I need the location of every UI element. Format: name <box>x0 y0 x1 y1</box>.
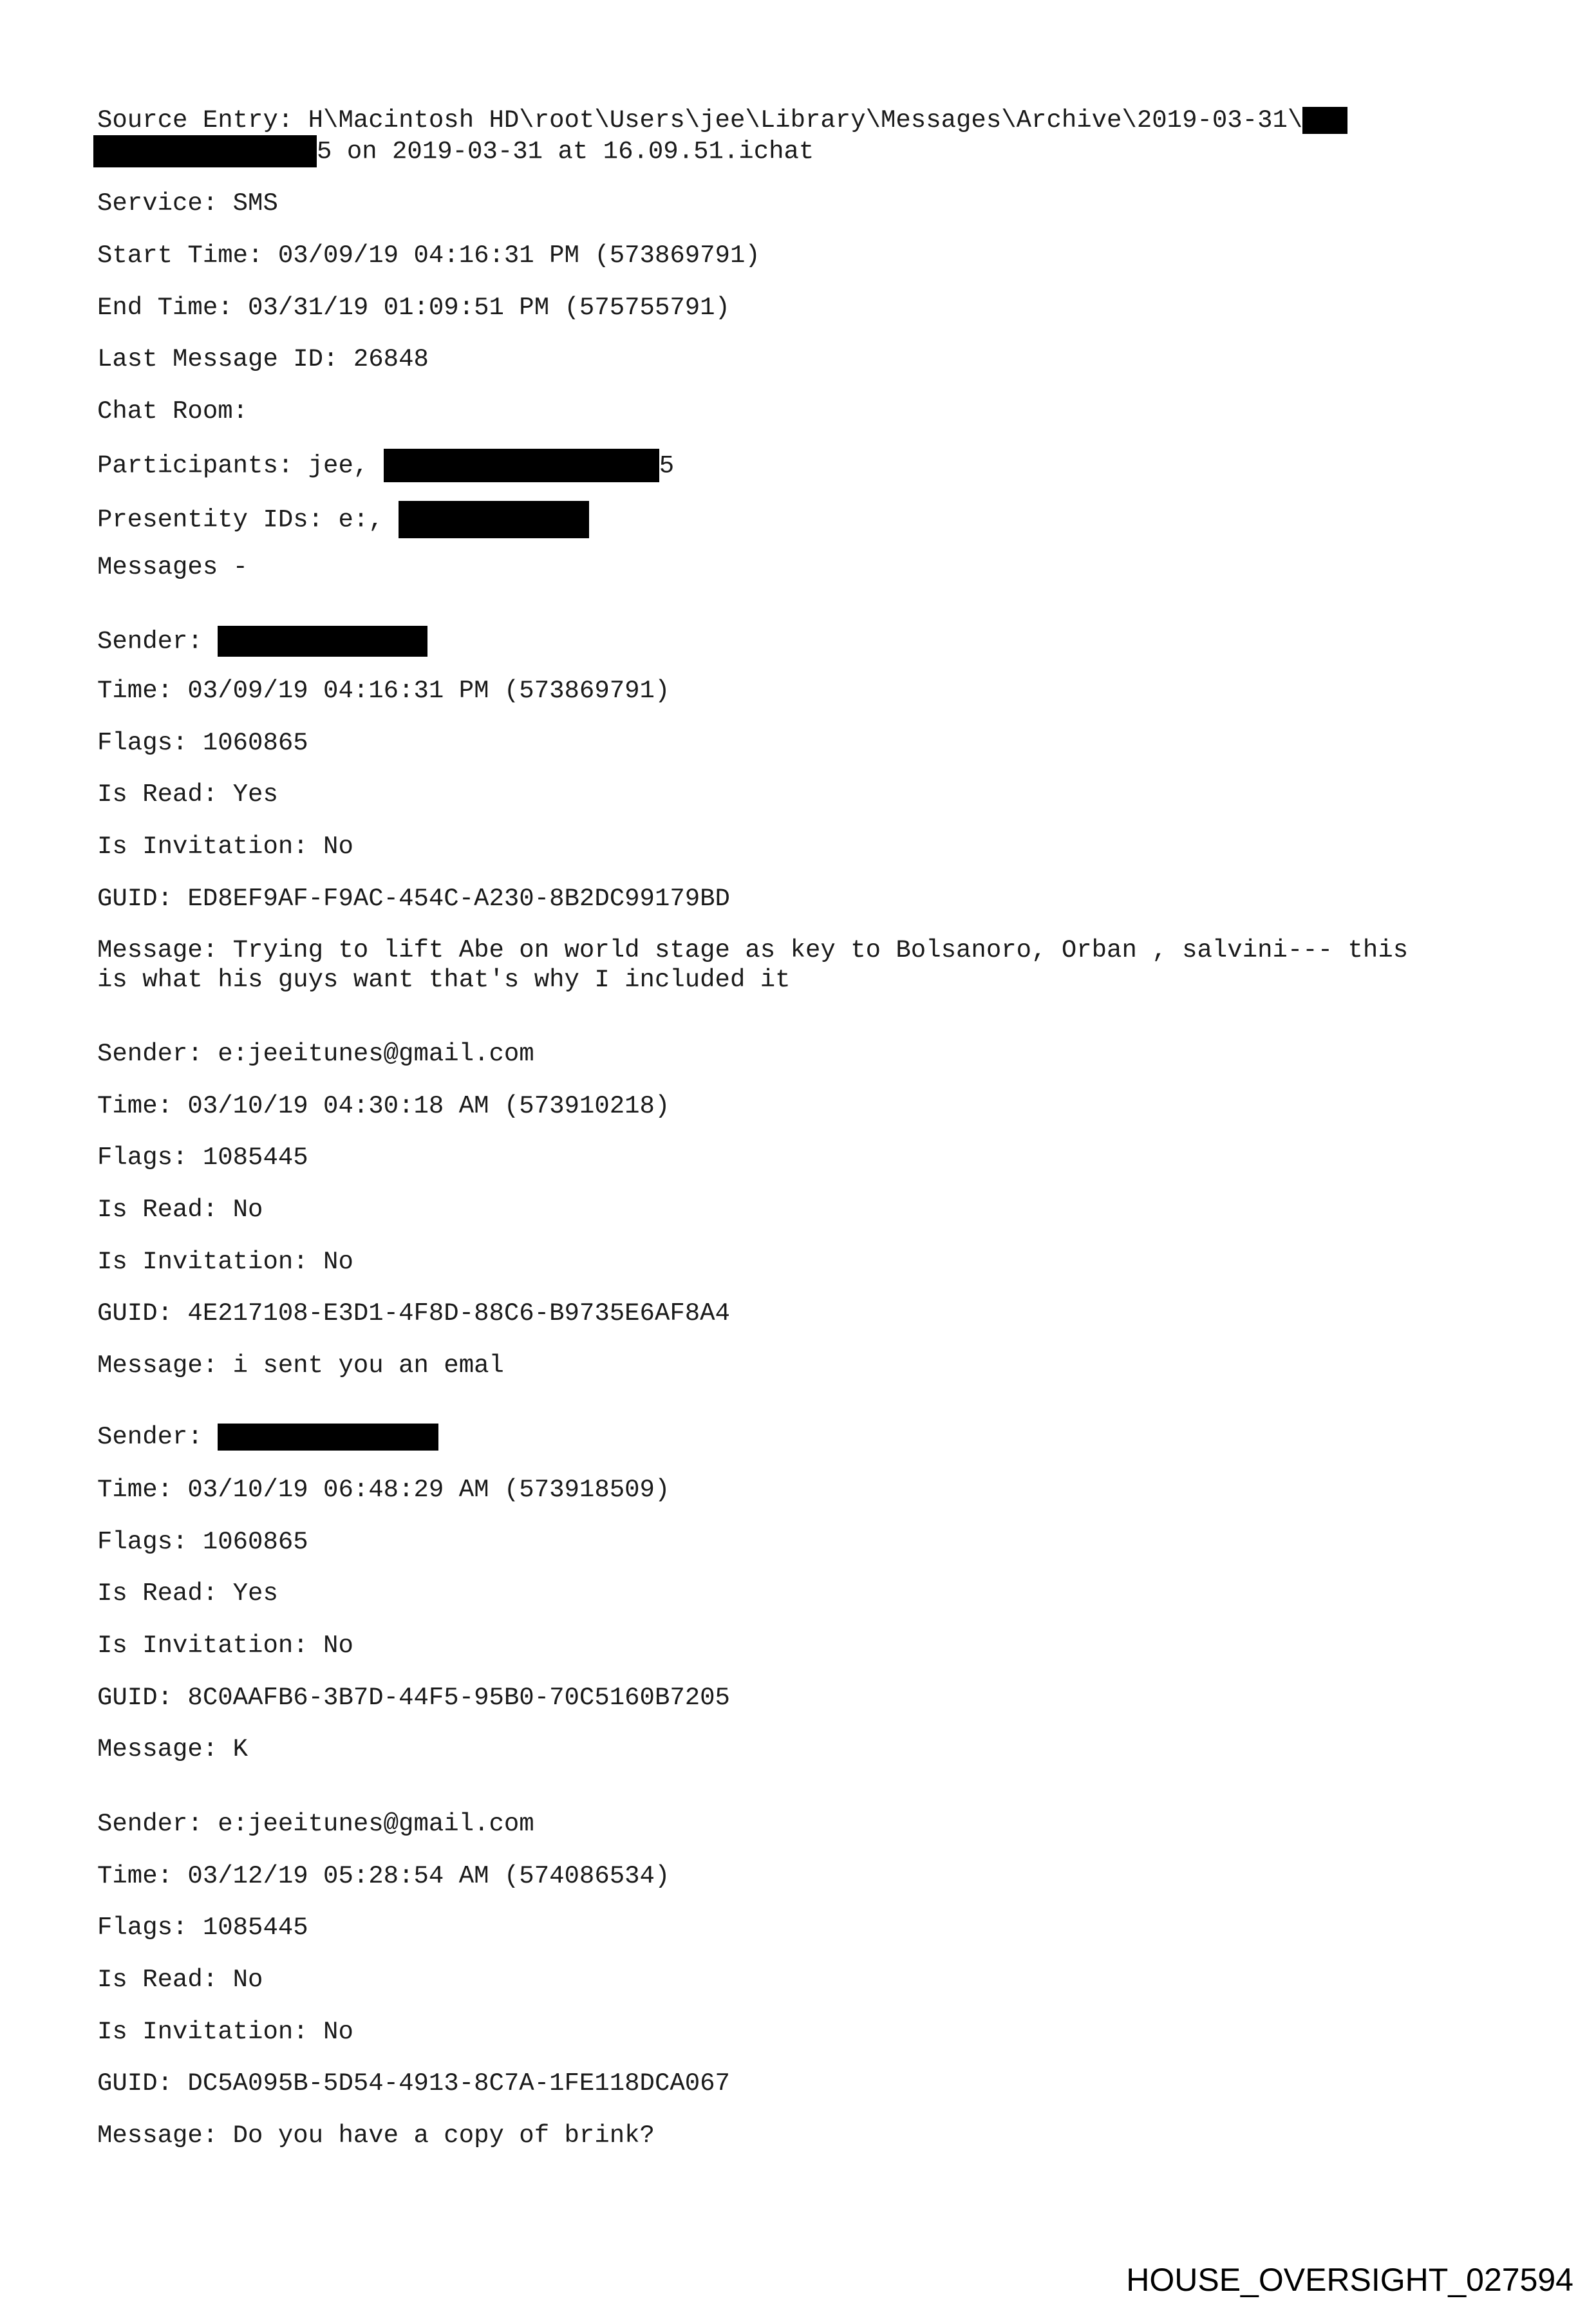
message-2-time: Time: 03/10/19 04:30:18 AM (573910218) <box>97 1092 670 1120</box>
message-2-guid: GUID: 4E217108-E3D1-4F8D-88C6-B9735E6AF8A4 <box>97 1299 730 1328</box>
message-3-is-invitation: Is Invitation: No <box>97 1631 353 1660</box>
sender-label: Sender: <box>97 627 203 656</box>
message-1-flags: Flags: 1060865 <box>97 729 308 757</box>
sender-label: Sender: <box>97 1810 203 1838</box>
message-3-text: Message: K <box>97 1735 249 1763</box>
redaction-block <box>399 501 589 538</box>
last-message-id-line: Last Message ID: 26848 <box>97 345 429 373</box>
bates-number: HOUSE_OVERSIGHT_027594 <box>1126 2262 1573 2298</box>
message-2-is-invitation: Is Invitation: No <box>97 1248 353 1276</box>
service-line: Service: SMS <box>97 189 278 218</box>
message-2-flags: Flags: 1085445 <box>97 1143 308 1172</box>
message-1-guid: GUID: ED8EF9AF-F9AC-454C-A230-8B2DC99179BD <box>97 885 730 913</box>
redaction-block <box>218 626 427 657</box>
sender-label: Sender: <box>97 1423 203 1451</box>
source-entry-line-2 <box>93 135 814 167</box>
redaction-block <box>384 449 659 482</box>
message-3-is-read: Is Read: Yes <box>97 1579 278 1608</box>
participants-line <box>97 449 674 482</box>
message-1-is-read: Is Read: Yes <box>97 780 278 809</box>
source-entry-path: H\Macintosh HD\root\Users\jee\Library\Messages\Archive\2019-03-31\ <box>308 106 1303 135</box>
message-1-text-line-1: Message: Trying to lift Abe on world stage as key to Bolsanoro, Orban , salvini--- this <box>97 936 1409 964</box>
redaction-block <box>93 135 317 167</box>
message-2-text: Message: i sent you an emal <box>97 1351 504 1380</box>
message-1-sender-line <box>97 626 427 657</box>
message-1-text-line-2: is what his guys want that's why I included it <box>97 966 791 994</box>
sender-value: e:jeeitunes@gmail.com <box>218 1810 534 1838</box>
source-entry-suffix: on 2019-03-31 at 16.09.51.ichat <box>346 137 814 166</box>
message-4-time: Time: 03/12/19 05:28:54 AM (574086534) <box>97 1862 670 1890</box>
end-time-line: End Time: 03/31/19 01:09:51 PM (575755791) <box>97 294 730 322</box>
message-3-sender-line <box>97 1422 438 1452</box>
participants-label: Participants: jee, <box>97 451 369 480</box>
sender-value: e:jeeitunes@gmail.com <box>218 1040 534 1068</box>
message-3-flags: Flags: 1060865 <box>97 1528 308 1556</box>
presentity-label: Presentity IDs: e:, <box>97 505 384 534</box>
message-4-flags: Flags: 1085445 <box>97 1913 308 1942</box>
message-2-is-read: Is Read: No <box>97 1196 263 1224</box>
redaction-block <box>218 1424 438 1451</box>
message-2-sender-line <box>97 1039 534 1069</box>
message-4-guid: GUID: DC5A095B-5D54-4913-8C7A-1FE118DCA067 <box>97 2069 730 2098</box>
sender-label: Sender: <box>97 1040 203 1068</box>
message-1-time: Time: 03/09/19 04:16:31 PM (573869791) <box>97 677 670 705</box>
source-entry-tail-char: 5 <box>317 137 332 166</box>
source-entry-line <box>97 106 1347 135</box>
message-4-is-invitation: Is Invitation: No <box>97 2018 353 2046</box>
chat-room-line: Chat Room: <box>97 397 249 426</box>
start-time-line: Start Time: 03/09/19 04:16:31 PM (573869791) <box>97 241 760 270</box>
messages-label-line: Messages - <box>97 553 249 581</box>
message-3-guid: GUID: 8C0AAFB6-3B7D-44F5-95B0-70C5160B7205 <box>97 1684 730 1712</box>
message-4-is-read: Is Read: No <box>97 1966 263 1994</box>
presentity-ids-line <box>97 501 589 538</box>
message-4-text: Message: Do you have a copy of brink? <box>97 2121 655 2150</box>
source-entry-label: Source Entry: <box>97 106 294 135</box>
participants-tail-char: 5 <box>659 451 675 480</box>
message-3-time: Time: 03/10/19 06:48:29 AM (573918509) <box>97 1476 670 1504</box>
redaction-block <box>1302 107 1347 134</box>
message-1-is-invitation: Is Invitation: No <box>97 832 353 861</box>
message-4-sender-line <box>97 1809 534 1839</box>
